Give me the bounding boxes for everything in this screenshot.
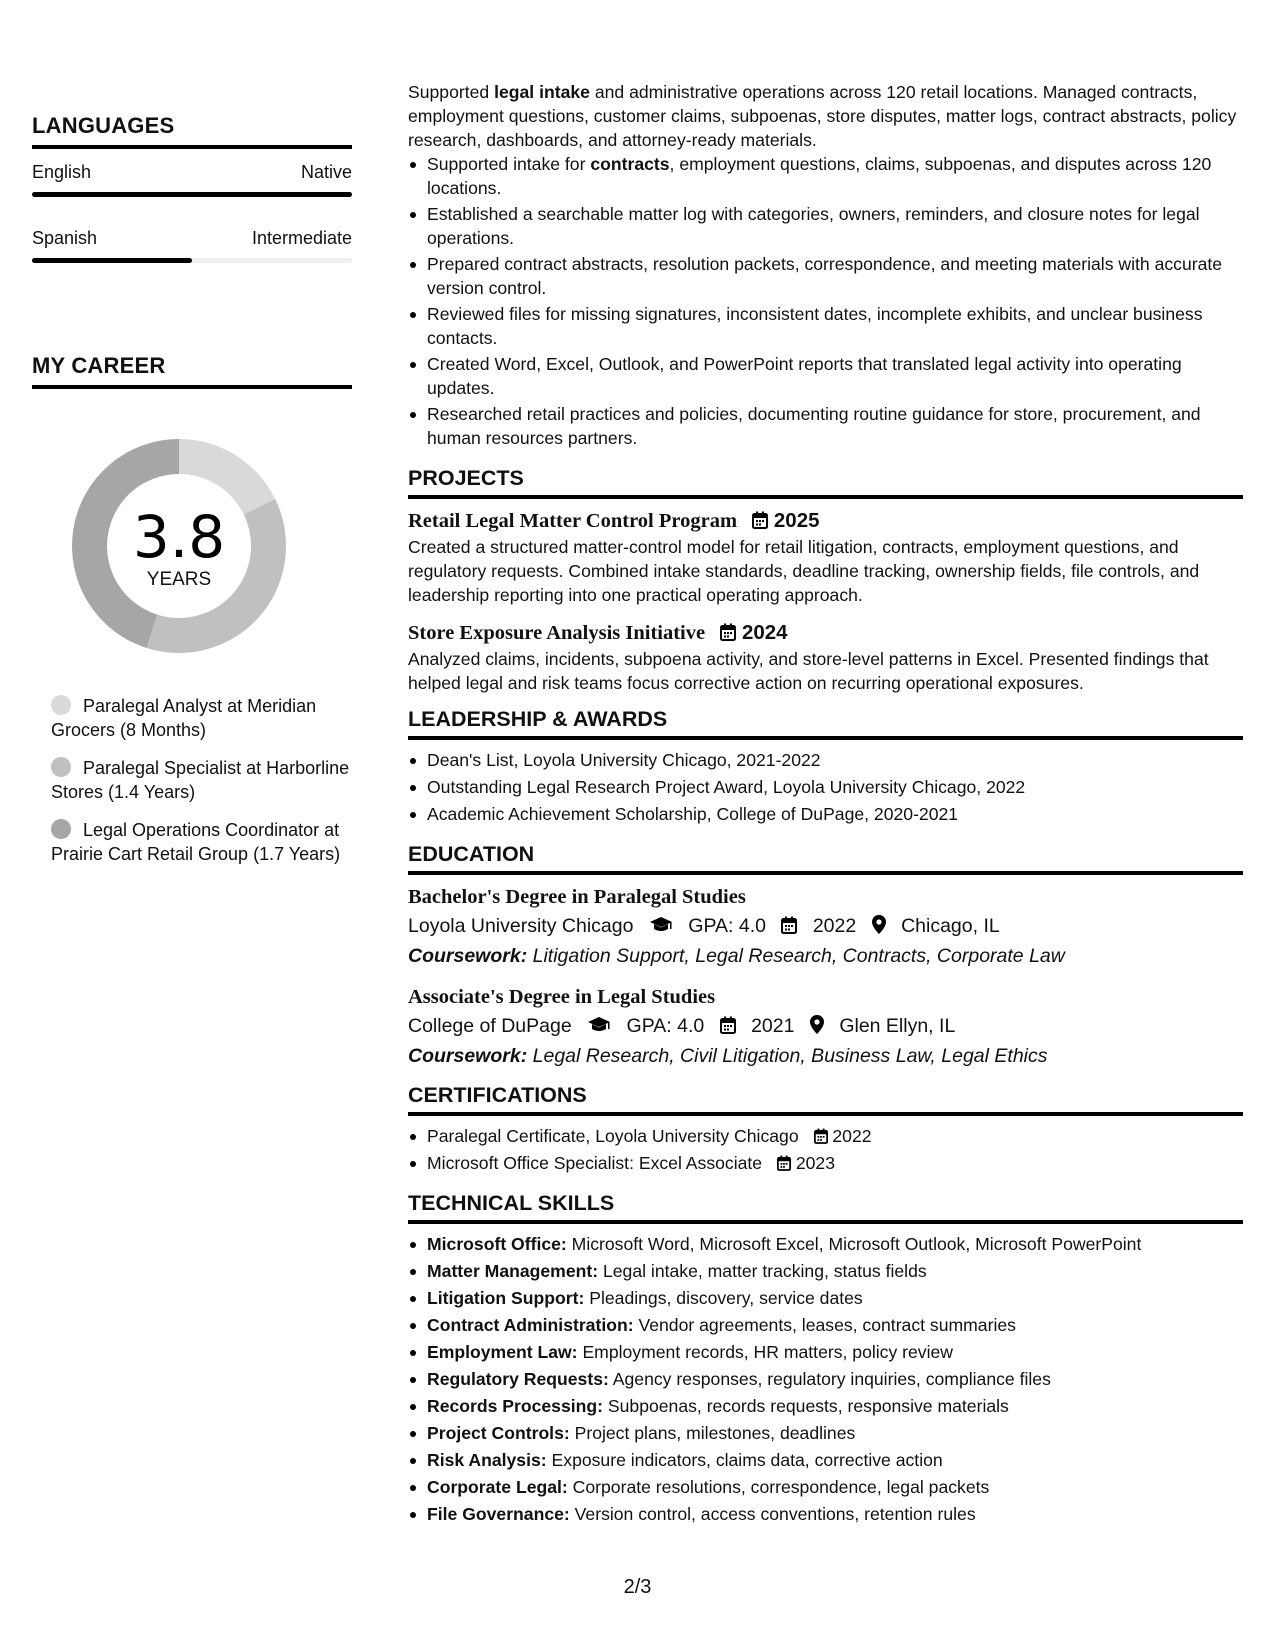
coursework-list: Legal Research, Civil Litigation, Business Law, Legal Ethics — [532, 1045, 1048, 1067]
school-location: Chicago, IL — [901, 915, 1000, 937]
experience-bullets — [408, 152, 1243, 450]
language-level: Intermediate — [251, 228, 352, 248]
skill-label: File Governance: — [427, 1504, 570, 1524]
graduation-year: 2021 — [751, 1015, 795, 1037]
coursework-label: Coursework: — [408, 945, 528, 967]
skill-item — [408, 1475, 1243, 1499]
text-run: Reviewed files for missing signatures, inconsistent dates, incomplete exhibits, and unclear business contacts. — [427, 304, 1203, 348]
experience-bullet — [408, 202, 1243, 250]
skill-item — [408, 1367, 1243, 1391]
skill-item — [408, 1448, 1243, 1472]
certification-item — [408, 1151, 1243, 1175]
calendar-icon — [720, 1016, 736, 1034]
skill-value: Pleadings, discovery, service dates — [589, 1288, 863, 1308]
main-content — [408, 80, 1243, 1529]
project-year: 2024 — [741, 621, 788, 644]
legend-dot-icon — [51, 819, 71, 839]
skill-label: Microsoft Office: — [427, 1234, 567, 1254]
career-donut-chart — [64, 431, 294, 661]
coursework-label: Coursework: — [408, 1045, 528, 1067]
calendar-icon — [752, 511, 768, 529]
skill-value: Project plans, milestones, deadlines — [574, 1423, 856, 1443]
degree-details — [408, 1011, 1243, 1041]
text-run: , employment questions, claims, subpoenas, and disputes across 120 locations. — [427, 154, 1212, 198]
school-name: Loyola University Chicago — [408, 915, 634, 937]
certification-date — [814, 1126, 872, 1146]
text-run: Established a searchable matter log with categories, owners, reminders, and closure notes for legal operations. — [427, 204, 1200, 248]
skill-label: Project Controls: — [427, 1423, 570, 1443]
certification-year: 2022 — [832, 1126, 872, 1146]
graduation-year: 2022 — [812, 915, 857, 937]
skill-item — [408, 1340, 1243, 1364]
project-title: Retail Legal Matter Control Program — [408, 510, 738, 532]
school-location: Glen Ellyn, IL — [839, 1015, 956, 1037]
project-description: Analyzed claims, incidents, subpoena activity, and store-level patterns in Excel. Presented findings that helped legal and risk teams focus corrective action on recurring operational exposures. — [408, 649, 1209, 693]
text-run: Supported intake for — [427, 154, 591, 174]
leadership-list — [408, 748, 1243, 826]
calendar-icon — [777, 1155, 791, 1171]
text-run: Created Word, Excel, Outlook, and PowerPoint reports that translated legal activity into operating updates. — [427, 354, 1182, 398]
project-item — [408, 619, 1243, 695]
skill-item — [408, 1259, 1243, 1283]
skill-label: Employment Law: — [427, 1342, 578, 1362]
calendar-icon — [781, 916, 797, 934]
career-legend-item — [51, 818, 351, 866]
map-pin-icon — [810, 1015, 824, 1034]
languages-heading: LANGUAGES — [32, 113, 352, 149]
experience-bullet — [408, 252, 1243, 300]
experience-bullet — [408, 402, 1243, 450]
project-title-line — [408, 507, 1243, 535]
experience-bullet — [408, 152, 1243, 200]
legend-dot-icon — [51, 695, 71, 715]
graduation-cap-icon — [587, 1016, 611, 1034]
gpa: GPA: 4.0 — [688, 915, 766, 937]
emphasis-text: contracts — [590, 154, 670, 174]
career-legend-item — [51, 756, 351, 804]
skill-value: Corporate resolutions, correspondence, legal packets — [572, 1477, 990, 1497]
skill-value: Subpoenas, records requests, responsive materials — [607, 1396, 1009, 1416]
emphasis-text: legal intake — [494, 82, 590, 102]
skill-item — [408, 1394, 1243, 1418]
language-bar-english — [32, 192, 352, 197]
skill-value: Legal intake, matter tracking, status fields — [602, 1261, 927, 1281]
skill-item — [408, 1313, 1243, 1337]
career-legend-label: Paralegal Analyst at Meridian Grocers (8 Months) — [51, 696, 317, 740]
calendar-icon — [720, 623, 736, 641]
text-run: Supported — [408, 82, 495, 102]
legend-dot-icon — [51, 757, 71, 777]
language-bar-fill — [32, 192, 352, 197]
skill-item — [408, 1421, 1243, 1445]
degree-title: Bachelor's Degree in Paralegal Studies — [408, 886, 746, 908]
skill-label: Matter Management: — [427, 1261, 599, 1281]
coursework-list: Litigation Support, Legal Research, Contracts, Corporate Law — [532, 945, 1065, 967]
project-description: Created a structured matter-control model for retail litigation, contracts, employment questions, and regulatory requests. Combined intake standards, deadline tracking, ownership fields, file controls, and leadership reporting into one practical operating approach. — [408, 537, 1200, 605]
language-spanish — [32, 228, 352, 249]
skill-value: Agency responses, regulatory inquiries, compliance files — [612, 1369, 1051, 1389]
degree-title: Associate's Degree in Legal Studies — [408, 986, 716, 1008]
experience-bullet — [408, 352, 1243, 400]
language-name: English — [32, 162, 92, 182]
skill-value: Employment records, HR matters, policy review — [582, 1342, 953, 1362]
school-name: College of DuPage — [408, 1015, 572, 1037]
skills-list — [408, 1232, 1243, 1526]
certification-name: Microsoft Office Specialist: Excel Associate — [427, 1153, 763, 1173]
skills-heading: TECHNICAL SKILLS — [408, 1191, 1243, 1224]
language-bar-spanish — [32, 258, 352, 263]
coursework — [408, 1041, 1243, 1071]
career-legend-label: Legal Operations Coordinator at Prairie Cart Retail Group (1.7 Years) — [51, 820, 341, 864]
career-total-unit: YEARS — [146, 569, 212, 590]
project-year: 2025 — [773, 509, 820, 532]
career-legend — [51, 694, 351, 880]
project-date — [752, 509, 819, 532]
certifications-list — [408, 1124, 1243, 1175]
education-heading: EDUCATION — [408, 842, 1243, 875]
skill-label: Contract Administration: — [427, 1315, 634, 1335]
certifications-heading: CERTIFICATIONS — [408, 1083, 1243, 1116]
experience-bullet — [408, 302, 1243, 350]
coursework — [408, 941, 1243, 971]
skill-item — [408, 1286, 1243, 1310]
certification-date — [777, 1153, 835, 1173]
map-pin-icon — [872, 915, 886, 934]
page-number: 2/3 — [623, 1576, 652, 1598]
skill-label: Risk Analysis: — [427, 1450, 547, 1470]
skill-item — [408, 1502, 1243, 1526]
certification-year: 2023 — [795, 1153, 835, 1173]
degree-details — [408, 911, 1243, 941]
leadership-item: Academic Achievement Scholarship, College of DuPage, 2020-2021 — [408, 802, 1243, 826]
skill-value: Version control, access conventions, retention rules — [574, 1504, 976, 1524]
leadership-item: Dean's List, Loyola University Chicago, 2021-2022 — [408, 748, 1243, 772]
skill-value: Vendor agreements, leases, contract summaries — [638, 1315, 1016, 1335]
career-heading: MY CAREER — [32, 353, 352, 389]
skill-label: Litigation Support: — [427, 1288, 585, 1308]
education-item — [408, 883, 1243, 971]
leadership-heading: LEADERSHIP & AWARDS — [408, 707, 1243, 740]
project-item — [408, 507, 1243, 607]
education-item — [408, 983, 1243, 1071]
certification-item — [408, 1124, 1243, 1148]
language-level: Native — [300, 162, 352, 182]
language-english — [32, 162, 352, 183]
career-legend-label: Paralegal Specialist at Harborline Stores (1.4 Years) — [51, 758, 350, 802]
gpa: GPA: 4.0 — [626, 1015, 705, 1037]
text-run: Prepared contract abstracts, resolution packets, correspondence, and meeting materials with accurate version control. — [427, 254, 1223, 298]
certification-name: Paralegal Certificate, Loyola University Chicago — [427, 1126, 799, 1146]
skill-value: Exposure indicators, claims data, corrective action — [551, 1450, 943, 1470]
language-bar-fill — [32, 258, 192, 263]
skill-value: Microsoft Word, Microsoft Excel, Microsoft Outlook, Microsoft PowerPoint — [571, 1234, 1142, 1254]
experience-summary — [408, 80, 1243, 152]
career-legend-item — [51, 694, 351, 742]
text-run: Researched retail practices and policies, documenting routine guidance for store, procurement, and human resources partners. — [427, 404, 1201, 448]
skill-label: Records Processing: — [427, 1396, 603, 1416]
skill-label: Corporate Legal: — [427, 1477, 568, 1497]
language-name: Spanish — [32, 228, 98, 248]
text-run: and administrative operations across 120 retail locations. Managed contracts, employment questions, customer claims, subpoenas, store disputes, matter logs, contract abstracts, policy research, dashboards, and attorney-ready materials. — [408, 82, 1237, 150]
project-title-line — [408, 619, 1243, 647]
projects-heading: PROJECTS — [408, 466, 1243, 499]
project-date — [720, 621, 787, 644]
graduation-cap-icon — [649, 916, 673, 934]
project-title: Store Exposure Analysis Initiative — [408, 622, 706, 644]
career-total-value: 3.8 — [132, 503, 226, 571]
skill-item — [408, 1232, 1243, 1256]
calendar-icon — [814, 1128, 828, 1144]
skill-label: Regulatory Requests: — [427, 1369, 609, 1389]
leadership-item: Outstanding Legal Research Project Award, Loyola University Chicago, 2022 — [408, 775, 1243, 799]
